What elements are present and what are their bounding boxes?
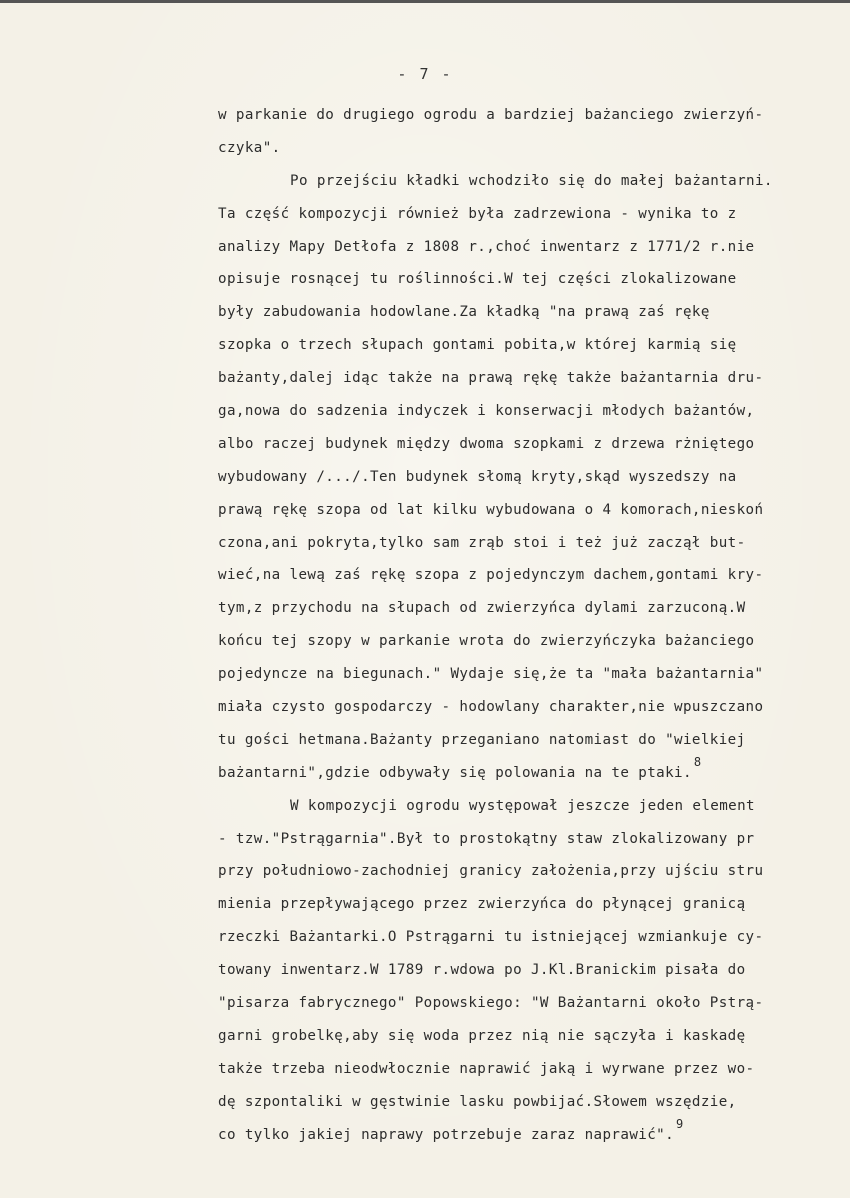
text-line: opisuje rosnącej tu roślinności.W tej części zlokalizowane — [218, 271, 737, 288]
text-line: miała czysto gospodarczy - hodowlany charakter,nie wpuszczano — [218, 699, 764, 716]
text-line: w parkanie do drugiego ogrodu a bardziej bażanciego zwierzyń- — [218, 107, 764, 123]
text-line: ga,nowa do sadzenia indyczek i konserwacji młodych bażantów, — [218, 403, 755, 420]
text-line: towany inwentarz.W 1789 r.wdowa po J.Kl.Branickim pisała do — [218, 962, 746, 979]
text-line: także trzeba nieodwłocznie naprawić jaką i wyrwane przez wo- — [218, 1060, 755, 1077]
text-line: wieć,na lewą zaś rękę szopa z pojedynczym dachem,gontami kry- — [218, 567, 764, 584]
text-line: przy południowo-zachodniej granicy założenia,przy ujściu stru — [218, 863, 764, 880]
text-line: były zabudowania hodowlane.Za kładką "na prawą zaś rękę — [218, 304, 710, 321]
text-line: Ta część kompozycji również była zadrzewiona - wynika to z — [218, 205, 737, 222]
text-line: dę szpontaliki w gęstwinie lasku powbijać.Słowem wszędzie, — [218, 1093, 737, 1110]
text-line: prawą rękę szopa od lat kilku wybudowana o 4 komorach,nieskoń — [218, 501, 764, 518]
text-line-with-footnote — [218, 1116, 848, 1152]
text-line: szopka o trzech słupach gontami pobita,w której karmią się — [218, 337, 737, 354]
text-line: wybudowany /.../.Ten budynek słomą kryty,skąd wyszedszy na — [218, 468, 737, 485]
footnote-marker: 9 — [676, 1116, 684, 1131]
text-line: bażantarni",gdzie odbywały się polowania na te ptaki. — [218, 764, 692, 781]
text-line: tu gości hetmana.Bażanty przeganiano natomiast do "wielkiej — [218, 731, 746, 748]
text-line: co tylko jakiej naprawy potrzebuje zaraz naprawić". — [218, 1126, 675, 1143]
text-line: końcu tej szopy w parkanie wrota do zwierzyńczyka bażanciego — [218, 633, 755, 650]
text-line-with-footnote — [218, 754, 848, 790]
text-line: pojedyncze na biegunach." Wydaje się,że ta "mała bażantarnia" — [218, 666, 764, 683]
text-line: "pisarza fabrycznego" Popowskiego: "W Bażantarni około Pstrą- — [218, 995, 764, 1012]
text-line: czyka". — [218, 139, 281, 156]
body-text — [218, 99, 848, 1152]
text-line: albo raczej budynek między dwoma szopkami z drzewa rżniętego — [218, 435, 755, 452]
text-line: W kompozycji ogrodu występował jeszcze jeden element — [290, 797, 755, 814]
text-line: tym,z przychodu na słupach od zwierzyńca dylami zarzuconą.W — [218, 600, 746, 617]
text-line: czona,ani pokryta,tylko sam zrąb stoi i też już zaczął but- — [218, 534, 746, 551]
text-line: - tzw."Pstrągarnia".Był to prostokątny staw zlokalizowany pr — [218, 830, 755, 847]
text-line: bażanty,dalej idąc także na prawą rękę także bażantarnia dru- — [218, 370, 764, 387]
text-line: garni grobelkę,aby się woda przez nią nie sączyła i kaskadę — [218, 1027, 746, 1044]
footnote-marker: 8 — [693, 754, 702, 769]
page-number: - 7 - — [397, 65, 453, 83]
text-line: analizy Mapy Detłofa z 1808 r.,choć inwentarz z 1771/2 r.nie — [218, 238, 755, 255]
text-line: mienia przepływającego przez zwierzyńca do płynącej granicą — [218, 896, 746, 913]
text-line: Po przejściu kładki wchodziło się do małej bażantarni. — [290, 172, 773, 189]
text-line: rzeczki Bażantarki.O Pstrągarni tu istniejącej wzmiankuje cy- — [218, 929, 764, 946]
